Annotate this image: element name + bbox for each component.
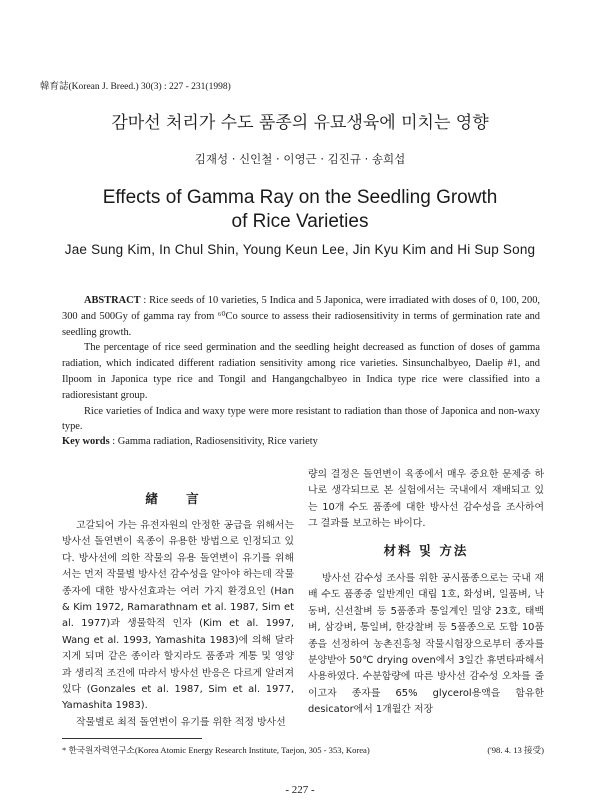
footnote-rule [62, 738, 202, 739]
keywords [62, 436, 318, 447]
methods-heading: 材料 및 方法 [383, 543, 469, 558]
korean-authors: 김재성 · 신인철 · 이영근 · 김진규 · 송희섭 [194, 152, 406, 166]
introduction-heading: 緖 言 [145, 491, 211, 506]
abstract-text-1: : Rice seeds of 10 varieties, 5 Indica and 5 Japonica, were irradiated with doses of 0, 100, 200, 300 and 500Gy of gamma ray from ⁶⁰Co source to assess their radiosensitivity in terms of germination rate and seedling growth. [62, 295, 540, 338]
keywords-label: Key words [62, 436, 110, 447]
affiliation-footnote: * 한국원자력연구소(Korea Atomic Energy Research Institute, Taejon, 305 - 353, Korea) [62, 745, 370, 755]
right-column-intro [308, 467, 544, 533]
abstract [62, 293, 540, 435]
english-authors: Jae Sung Kim, In Chul Shin, Young Keun Lee, Jin Kyu Kim and Hi Sup Song [64, 242, 536, 257]
abstract-paragraph-2: The percentage of rice seed germination and the seedling height decreased as function of doses of gamma radiation, which indicated different radiation sensitivity among rice varieties. Sinsunchalbyeo, Daelip #1, and Ilpoom in Japonica type rice and Tongil and Hangangchalbyeo in Indica type rice were classified into a radioresistant group. [62, 342, 540, 401]
abstract-paragraph-1 [62, 293, 540, 340]
methods-paragraph-1: 방사선 감수성 조사를 위한 공시품종으로는 국내 재배 수도 품종중 일반계인 대립 1호, 화성벼, 일품벼, 낙동벼, 신선찰벼 등 5품종과 통일계인 밀양 23호, 태백벼, 삼강벼, 통일벼, 한강찰벼 등 5품종으로 도합 10품종을 선정하여 농촌진흥청 작물시험장으로부터 종자를 분양받아 50℃ drying oven에서 3일간 휴면타파해서 사용하였다. 수분함량에 따른 방사선 감수성 오차를 줄이고자 종자를 65% glycerol용액을 함유한 desicator에서 1개월간 저장 [308, 573, 544, 716]
abstract-paragraph-3: Rice varieties of Indica and waxy type were more resistant to radiation than those of Japonica and non-waxy type. [62, 405, 540, 433]
korean-title: 감마선 처리가 수도 품종의 유묘생육에 미치는 영향 [111, 113, 489, 133]
page-number: - 227 - [285, 784, 315, 796]
introduction-paragraph-2: 작물별로 최적 돌연변이 유기를 위한 적정 방사선 [76, 716, 286, 728]
received-date: ('98. 4. 13 接受) [487, 745, 544, 755]
english-title-line1: Effects of Gamma Ray on the Seedling Growth [102, 187, 498, 208]
english-title [0, 186, 600, 234]
introduction-body [62, 518, 294, 731]
introduction-paragraph-1: 고갈되어 가는 유전자원의 안정한 공급을 위해서는 방사선 돌연변이 육종이 유용한 방법으로 인정되고 있다. 방사선에 의한 작물의 유용 돌연변이 유기를 위해서는 먼저 작물별 방사선 감수성을 알아야 하는데 작물종자에 대한 방사선효과는 여러 가지 환경요인 (Han & Kim 1972, Ramarathnam et al. 1987, Sim et al. 1977)과 생물학적 인자 (Kim et al. 1997, Wang et al. 1993, Yamashita 1983)에 의해 달라지게 되며 같은 종이라 할지라도 품종과 계통 및 영양과 생리적 조건에 따라서 방사선 반응은 다르게 알려져 있다 (Gonzales et al. 1987, Sim et al. 1977, Yamashita 1983). [62, 520, 294, 712]
english-title-line2: of Rice Varieties [231, 211, 369, 232]
intro-continuation: 량의 결정은 돌연변이 육종에서 매우 중요한 문제중 하나로 생각되므로 본 실험에서는 국내에서 재배되고 있는 10개 수도 품종에 대한 방사선 감수성을 조사하여 그 결과를 보고하는 바이다. [308, 469, 544, 530]
abstract-label: ABSTRACT [84, 295, 141, 306]
keywords-text: : Gamma radiation, Radiosensitivity, Rice variety [109, 436, 318, 447]
journal-citation: 韓育誌(Korean J. Breed.) 30(3) : 227 - 231(1998) [40, 82, 231, 92]
methods-body [308, 571, 544, 719]
